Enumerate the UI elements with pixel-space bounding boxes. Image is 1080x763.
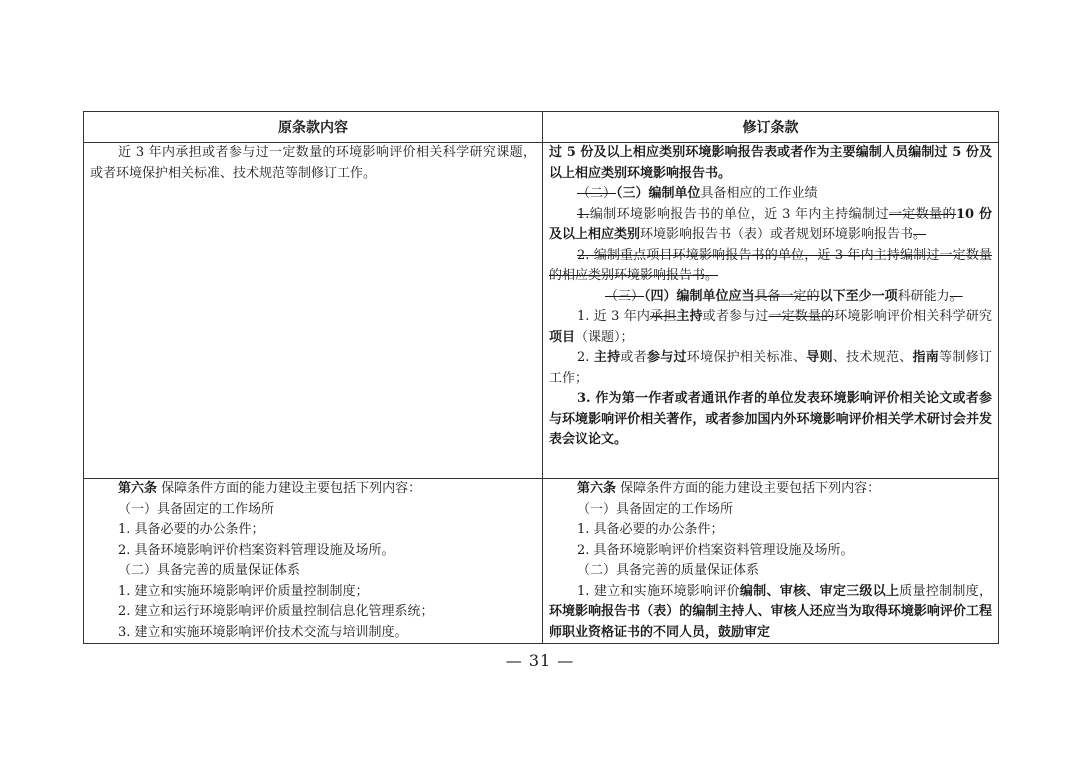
revised-line: （三）（四）编制单位应当具备一定的以下至少一项科研能力。 — [605, 288, 963, 304]
original-clause-text: 近 3 年内承担或者参与过一定数量的环境影响评价相关科学研究课题，或者环境保护相关标准、技术规范等制修订工作。 — [90, 145, 536, 181]
revised-line: 2. 主持或者参与过环境保护相关标准、导则、技术规范、指南等制修订工作； — [549, 350, 992, 386]
revised-clause-cell — [543, 143, 999, 479]
table-row — [84, 143, 999, 479]
list-item: 2. 建立和运行环境影响评价质量控制信息化管理系统； — [118, 604, 434, 619]
article-intro: 第六条 保障条件方面的能力建设主要包括下列内容： — [118, 481, 422, 496]
table-header-row — [84, 112, 999, 143]
list-item: 1. 具备必要的办公条件； — [118, 522, 265, 537]
list-item: 1. 建立和实施环境影响评价编制、审核、审定三级以上质量控制制度，环境影响报告书（表）的编制主持人、审核人还应当为取得环境影响评价工程师职业资格证书的不同人员，鼓励审定 — [549, 583, 992, 640]
page-number: — 31 — — [505, 651, 575, 670]
article-intro: 第六条 保障条件方面的能力建设主要包括下列内容： — [577, 481, 881, 496]
original-article-cell — [84, 479, 543, 644]
revised-line: 1.编制环境影响报告书的单位，近 3 年内主持编制过一定数量的10 份及以上相应类别环境影响报告书（表）或者规划环境影响报告书。 — [549, 206, 992, 242]
revised-line: 2. 编制重点项目环境影响报告书的单位，近 3 年内主持编制过一定数量的相应类别环境影响报告书。 — [549, 247, 992, 283]
header-original: 原条款内容 — [84, 112, 543, 143]
list-item: 2. 具备环境影响评价档案资料管理设施及场所。 — [577, 542, 854, 558]
header-revised: 修订条款 — [543, 112, 999, 143]
revised-line: 1. 近 3 年内承担主持或者参与过一定数量的环境影响评价相关科学研究项目（课题）； — [549, 309, 992, 345]
list-item: 1. 具备必要的办公条件； — [577, 522, 724, 537]
revised-article-cell — [543, 479, 999, 644]
list-item: 3. 建立和实施环境影响评价技术交流与培训制度。 — [118, 624, 408, 640]
list-item: 1. 建立和实施环境影响评价质量控制制度； — [118, 583, 369, 599]
revised-line: （二）（三）编制单位具备相应的工作业绩 — [577, 186, 818, 201]
list-item: （一）具备固定的工作场所 — [118, 501, 275, 517]
list-item: 2. 具备环境影响评价档案资料管理设施及场所。 — [118, 542, 395, 558]
list-item: （二）具备完善的质量保证体系 — [577, 563, 760, 578]
original-clause-cell — [84, 143, 543, 479]
list-item: （一）具备固定的工作场所 — [577, 501, 734, 517]
list-item: （二）具备完善的质量保证体系 — [118, 563, 301, 578]
revised-line: 3. 作为第一作者或者通讯作者的单位发表环境影响评价相关论文或者参与环境影响评价相关著作，或者参加国内外环境影响评价相关学术研讨会并发表会议论文。 — [549, 391, 992, 447]
revised-line: 过 5 份及以上相应类别环境影响报告表或者作为主要编制人员编制过 5 份及以上相应类别环境影响报告书。 — [549, 145, 992, 181]
table-row — [84, 479, 999, 644]
revision-comparison-table — [83, 111, 999, 644]
